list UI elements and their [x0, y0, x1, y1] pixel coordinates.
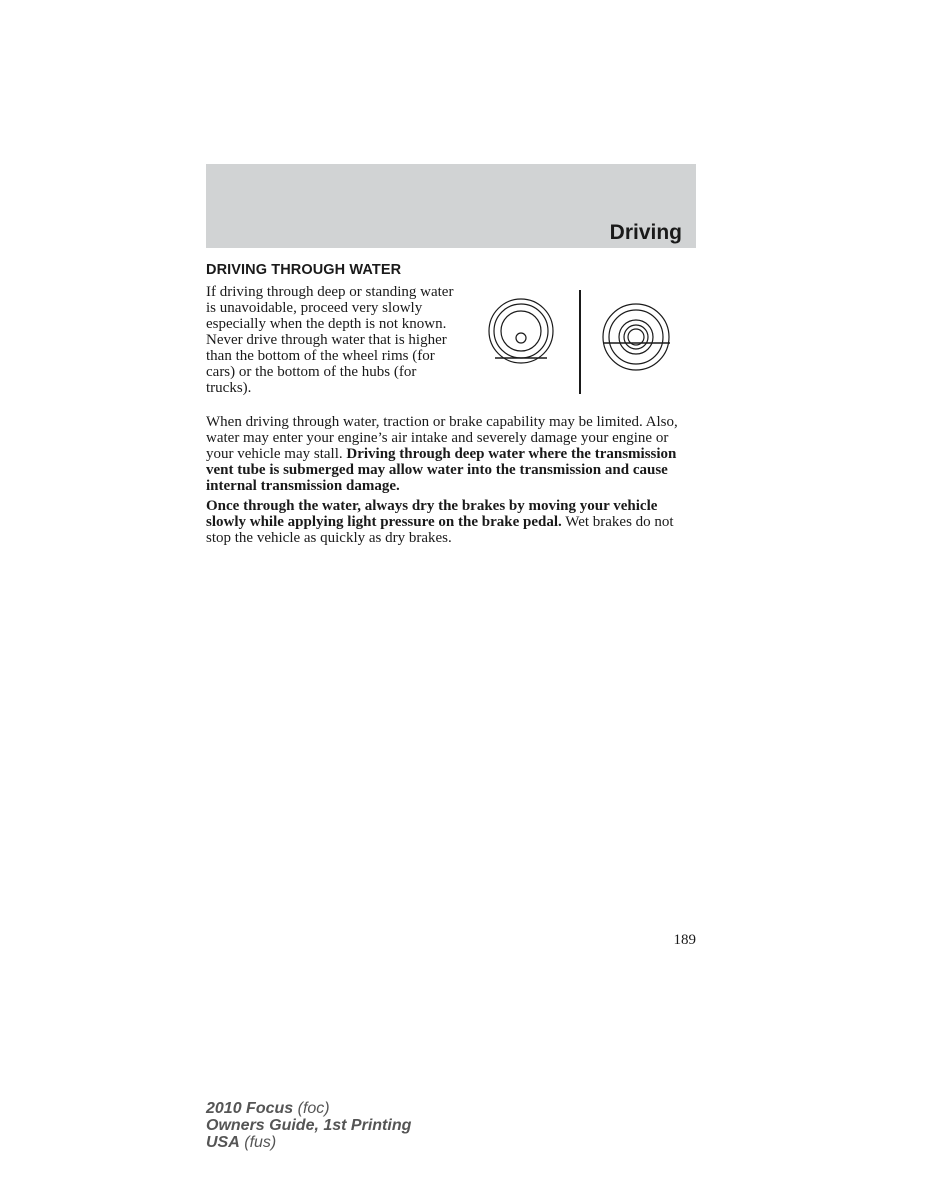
section-title: Driving — [609, 221, 682, 244]
footer-line-guide: Owners Guide, 1st Printing — [206, 1117, 412, 1134]
traction-text: When driving through water, traction or brake capability may be limited. Also, water may enter your engine’s air intake and severely damage your engine or your vehicle may stall. — [206, 414, 678, 462]
transmission-warning: Driving through deep water where the transmission vent tube is submerged may allow water into the transmission and cause internal transmission damage. — [206, 446, 677, 494]
intro-paragraph: If driving through deep or standing water is unavoidable, proceed very slowly especially when the depth is not known. Never drive through water that is higher than the bottom of the wheel rims (for cars) or the bottom of the hubs (for trucks). — [206, 284, 454, 396]
subsection-heading: DRIVING THROUGH WATER — [206, 262, 402, 278]
footer-line-model: 2010 Focus (foc) — [206, 1100, 330, 1117]
truck-wheel-icon — [603, 304, 670, 370]
car-wheel-icon — [489, 299, 553, 363]
footer-line-region: USA (fus) — [206, 1134, 277, 1151]
wheel-water-depth-illustration — [486, 290, 676, 396]
print-footer — [206, 1100, 411, 1151]
wet-brakes-text: Wet brakes do not stop the vehicle as quickly as dry brakes. — [206, 514, 674, 546]
section-header-band — [206, 164, 696, 248]
dry-brakes-warning: Once through the water, always dry the brakes by moving your vehicle slowly while applying light pressure on the brake pedal. — [206, 498, 658, 530]
traction-paragraph — [206, 414, 698, 494]
page-number: 189 — [673, 932, 696, 948]
brakes-paragraph — [206, 498, 698, 546]
